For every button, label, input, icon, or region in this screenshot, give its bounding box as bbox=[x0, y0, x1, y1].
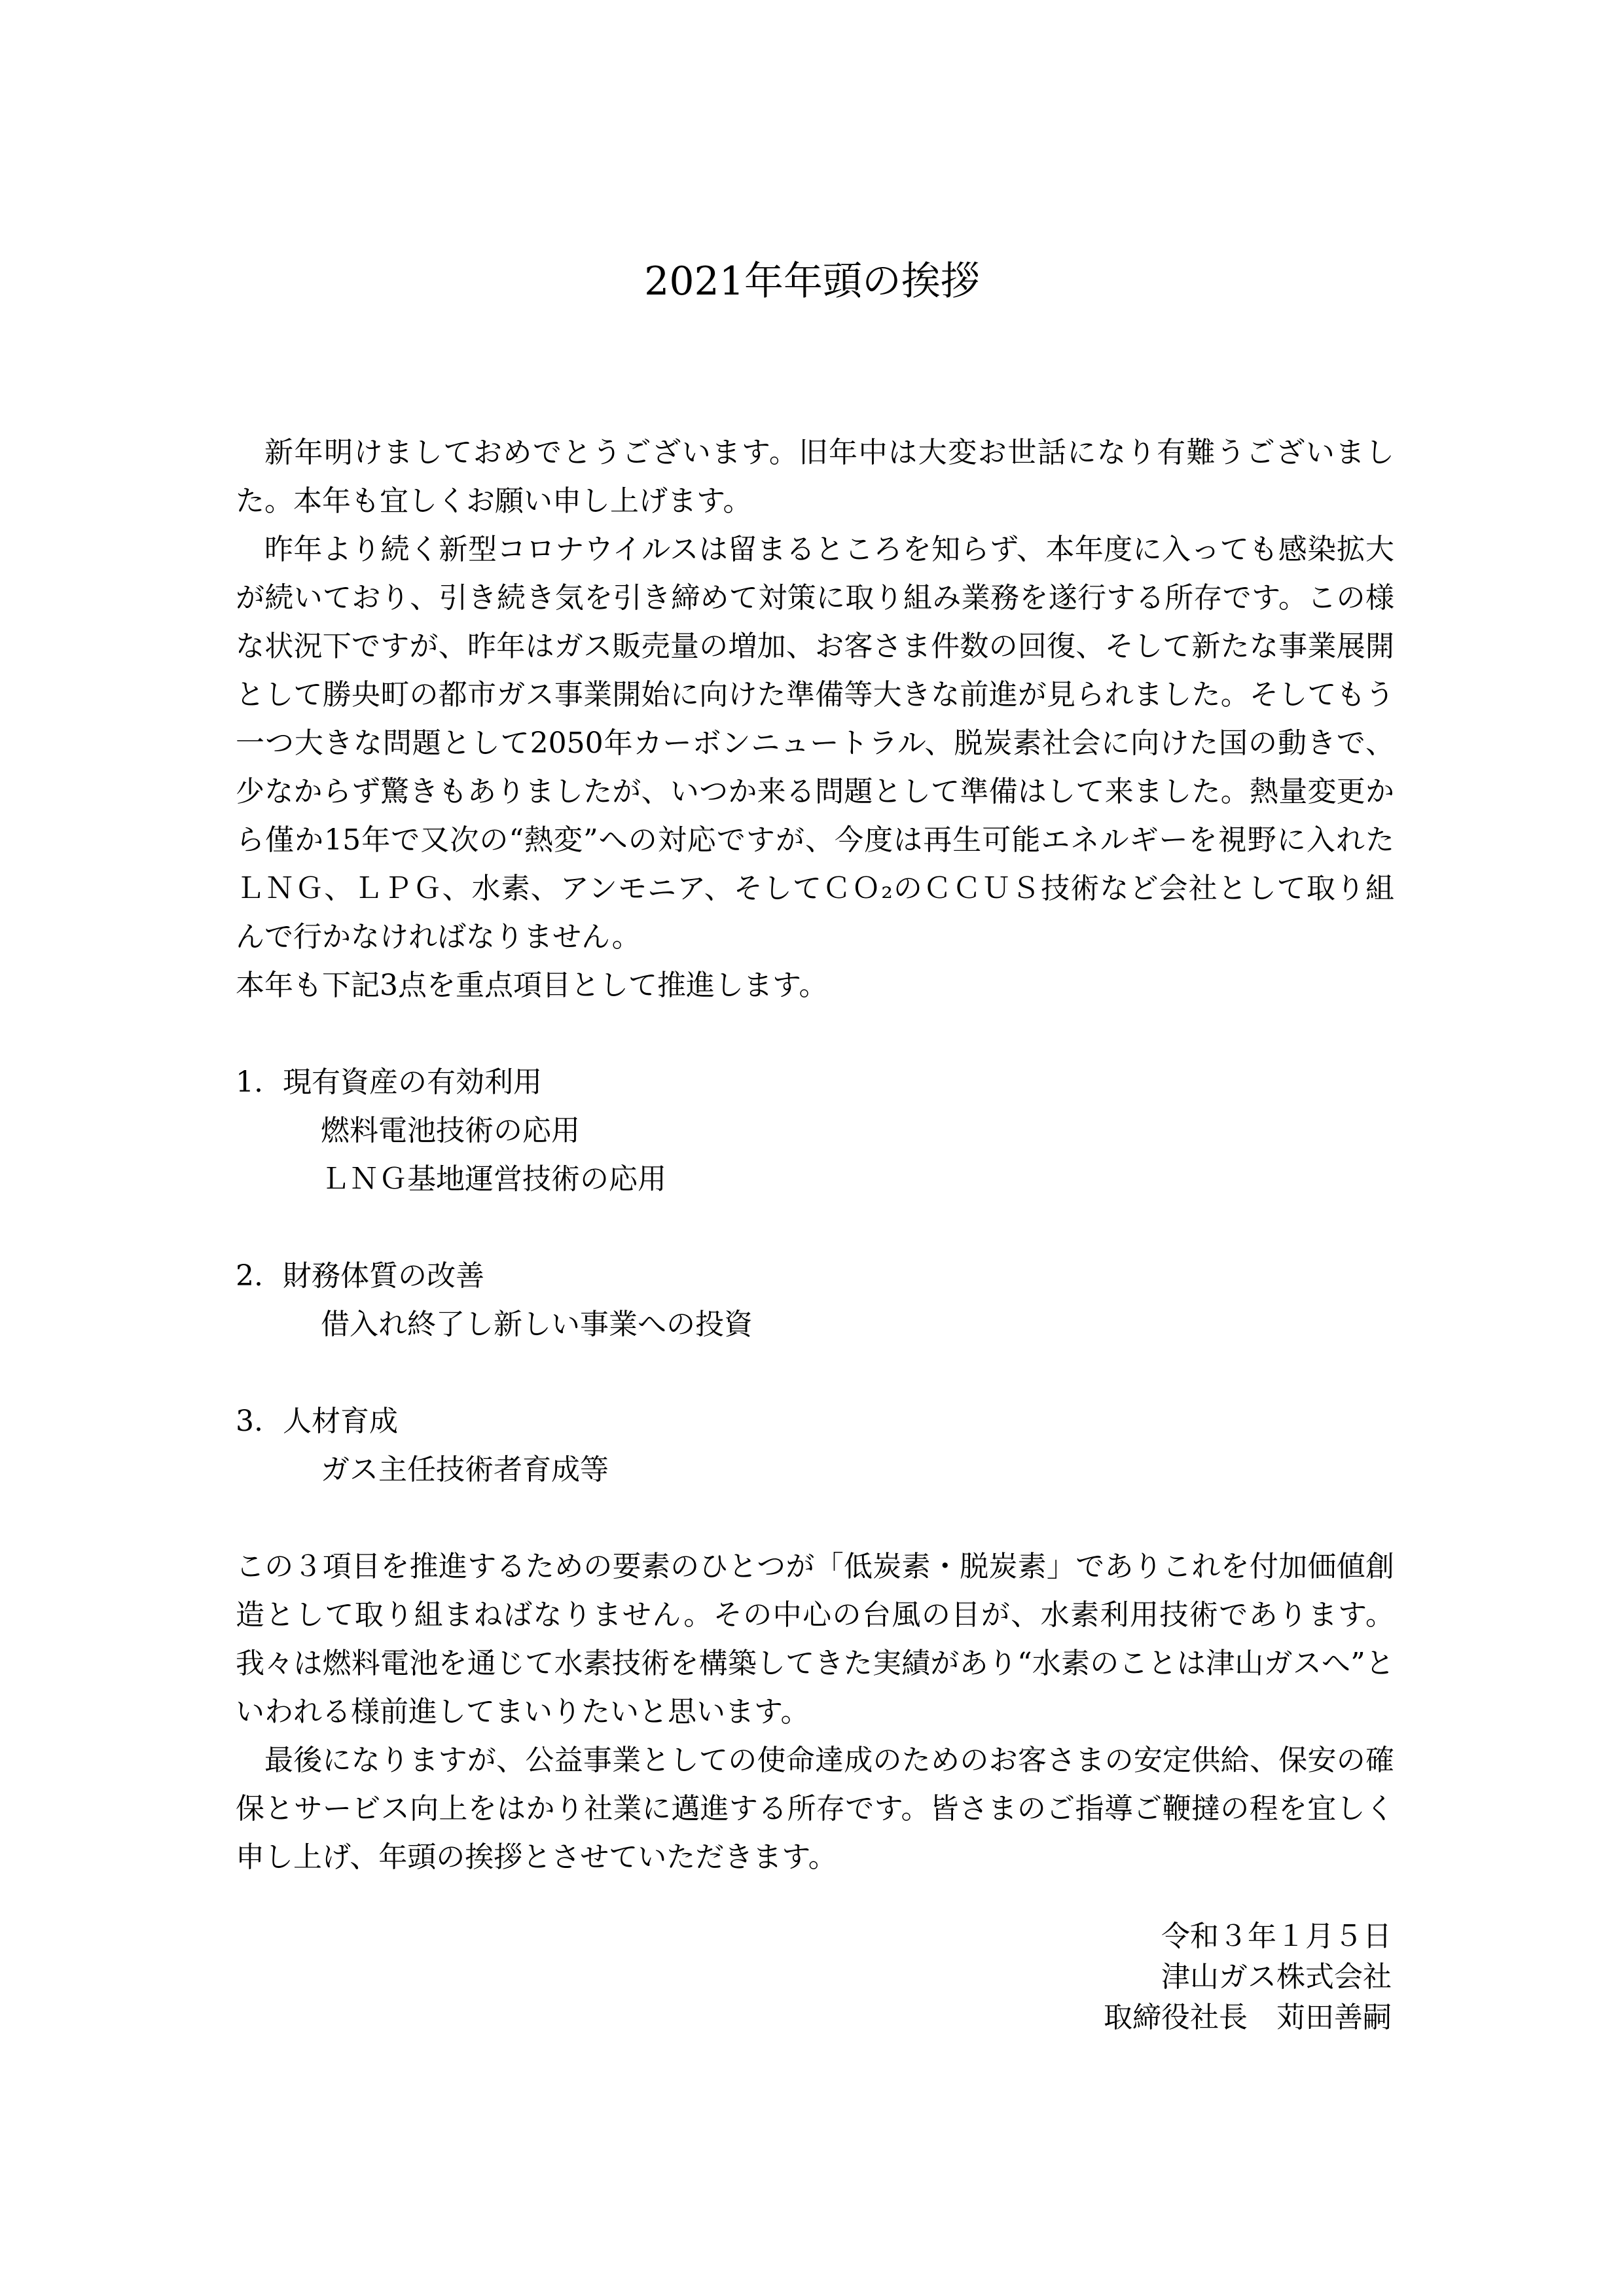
company-name: 津山ガス株式会社 bbox=[1161, 1960, 1392, 1994]
list-item-title: 現有資産の有効利用 bbox=[283, 1066, 542, 1099]
closing-date: 令和３年１月５日 bbox=[1161, 1920, 1392, 1953]
list-item-heading bbox=[236, 1058, 1394, 1107]
list-item-number: 2. bbox=[236, 1259, 263, 1293]
list-item-detail: 借入れ終了し新しい事業への投資 bbox=[321, 1308, 753, 1341]
document-title: 2021年年頭の挨拶 bbox=[644, 259, 980, 304]
document-body bbox=[236, 429, 1394, 1882]
signature-block bbox=[1104, 1916, 1392, 2038]
outro-paragraph-2: 最後になりますが、公益事業としての使命達成のためのお客さまの安定供給、保安の確保とサービス向上をはかり社業に邁進する所存です。皆さまのご指導ご鞭撻の程を宜しく申し上げ、年頭の挨拶とさせていただきます。 bbox=[236, 1744, 1394, 1874]
list-item-title: 人材育成 bbox=[283, 1405, 398, 1438]
list-item-detail: ＬＮＧ基地運営技術の応用 bbox=[321, 1162, 666, 1196]
list-item bbox=[236, 1252, 1394, 1349]
signatory-name: 取締役社長 苅田善嗣 bbox=[1104, 2001, 1392, 2034]
list-item-heading bbox=[236, 1397, 1394, 1446]
list-item-title: 財務体質の改善 bbox=[283, 1259, 484, 1293]
list-item-number: 3. bbox=[236, 1405, 263, 1438]
list-item bbox=[236, 1397, 1394, 1494]
list-item-detail: 燃料電池技術の応用 bbox=[321, 1114, 580, 1147]
priority-list bbox=[236, 1058, 1394, 1494]
list-item-number: 1. bbox=[236, 1066, 263, 1099]
list-item-heading bbox=[236, 1252, 1394, 1300]
intro-paragraph-1: 新年明けましておめでとうございます。旧年中は大変お世話になり有難うございました。本年も宜しくお願い申し上げます。 bbox=[236, 436, 1394, 518]
list-item-detail: ガス主任技術者育成等 bbox=[321, 1453, 609, 1486]
intro-paragraph-3: 本年も下記3点を重点項目として推進します。 bbox=[236, 969, 828, 1002]
list-item bbox=[236, 1058, 1394, 1204]
intro-paragraph-2: 昨年より続く新型コロナウイルスは留まるところを知らず、本年度に入っても感染拡大が続いており、引き続き気を引き締めて対策に取り組み業務を遂行する所存です。この様な状況下ですが、昨年はガス販売量の増加、お客さま件数の回復、そして新たな事業展開として勝央町の都市ガス事業開始に向けた準備等大きな前進が見られました。そしてもう一つ大きな問題として2050年カーボンニュートラル、脱炭素社会に向けた国の動きで、少なからず驚きもありましたが、いつか来る問題として準備はして来ました。熱量変更から僅か15年で又次の“熱変”への対応ですが、今度は再生可能エネルギーを視野に入れたＬＮＧ、ＬＰＧ、水素、アンモニア、そしてＣＯ₂のＣＣＵＳ技術など会社として取り組んで行かなければなりません。 bbox=[236, 533, 1394, 954]
outro-paragraph-1: この３項目を推進するための要素のひとつが「低炭素・脱炭素」でありこれを付加価値創造として取り組まねばなりません。その中心の台風の目が、水素利用技術であります。我々は燃料電池を通じて水素技術を構築してきた実績があり“水素のことは津山ガスへ”といわれる様前進してまいりたいと思います。 bbox=[236, 1550, 1394, 1729]
